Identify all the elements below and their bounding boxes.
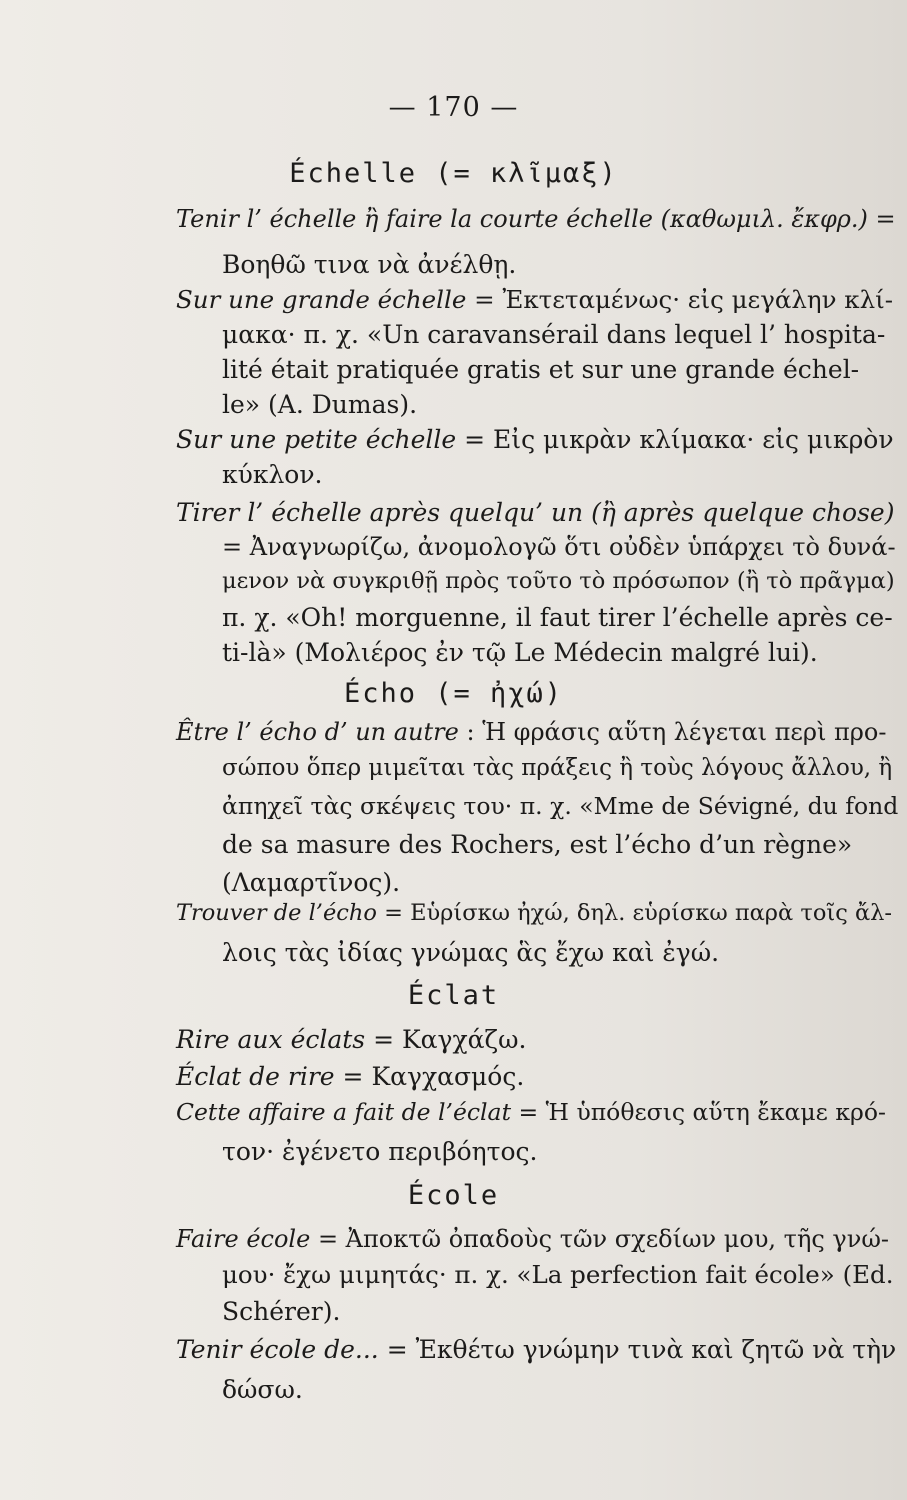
entry-text: μου· ἔχω μιμητάς· π. χ. «La perfection fait école» (Ed. (222, 1260, 894, 1289)
entry-line (222, 533, 896, 561)
entry-text: μακα· π. χ. «Un caravansérail dans lequel l’ hospita- (222, 320, 886, 349)
entry-line (222, 568, 895, 594)
entry-text: lité était pratiquée gratis et sur une grande échel- (222, 355, 860, 384)
entry-line (176, 425, 894, 454)
entry-line (176, 1025, 526, 1054)
entry-line (222, 460, 323, 489)
entry-term: Trouver de l’écho (176, 900, 377, 926)
entry-term: Rire aux éclats (176, 1025, 366, 1054)
entry-text: = Ἐκτεταμένως· εἰς μεγάλην κλί- (474, 285, 894, 314)
entry-line (222, 320, 885, 349)
entry-text: λοις τὰς ἰδίας γνώμας ἃς ἔχω καὶ ἐγώ. (222, 938, 720, 967)
entry-term: Éclat de rire (176, 1062, 335, 1091)
entry-text: δώσω. (222, 1375, 303, 1404)
entry-line (176, 285, 893, 314)
section-heading-eclat: Éclat (407, 980, 500, 1011)
entry-line (176, 1062, 524, 1091)
entry-text: π. χ. «Oh! morguenne, il faut tirer l’échelle après ce- (222, 603, 893, 632)
entry-text: = Εἰς μικρὰν κλίμακα· εἰς μικρὸν (464, 425, 894, 454)
entry-line (222, 1137, 537, 1166)
section-heading-echelle: Échelle (= κλῖμαξ) (289, 158, 618, 189)
entry-line (222, 792, 898, 820)
entry-line (222, 355, 859, 384)
entry-term: Sur une petite échelle (176, 425, 457, 454)
entry-text: ἀπηχεῖ τὰς σκέψεις του· π. χ. «Mme de Sévigné, du fond (222, 792, 899, 820)
entry-text: = Ἀναγνωρίζω, ἀνομολογῶ ὅτι οὐδὲν ὑπάρχει τὸ δυνά- (222, 533, 896, 561)
entry-line (222, 1260, 894, 1289)
entry-text: = Καγχάζω. (373, 1025, 527, 1054)
entry-term: Être l’ écho d’ un autre (176, 718, 459, 746)
entry-term: Tenir école de... (176, 1335, 379, 1364)
page-number: — 170 — (388, 92, 519, 123)
entry-text: τον· ἐγένετο περιβόητος. (222, 1137, 538, 1166)
entry-line (222, 938, 719, 967)
entry-term: Cette affaire a fait de l’éclat (176, 1098, 512, 1126)
section-heading-ecole: École (407, 1180, 500, 1211)
entry-line (222, 390, 417, 419)
entry-line (176, 1335, 896, 1364)
entry-line (222, 830, 852, 859)
entry-line (176, 498, 894, 527)
entry-line (222, 603, 893, 632)
entry-text: = Καγχασμός. (342, 1062, 525, 1091)
entry-line (176, 900, 892, 926)
entry-line (222, 1297, 340, 1326)
entry-text: de sa masure des Rochers, est l’écho d’un règne» (222, 830, 853, 859)
entry-text: Βοηθῶ τινα νὰ ἀνέλθῃ. (222, 250, 517, 279)
entry-text: = Ἐκθέτω γνώμην τινὰ καὶ ζητῶ νὰ τὴν (386, 1335, 897, 1364)
entry-line (176, 718, 886, 746)
entry-line (222, 755, 892, 781)
entry-line (176, 1225, 889, 1253)
entry-term: Faire école (176, 1225, 311, 1253)
section-heading-echo: Écho (= ἠχώ) (343, 678, 564, 709)
entry-term: Tenir l’ échelle ἢ faire la courte échelle (καθωμιλ. ἔκφρ.) = (176, 205, 896, 233)
entry-text: = Εὑρίσκω ἠχώ, δηλ. εὑρίσκω παρὰ τοῖς ἄλ- (384, 900, 892, 926)
entry-line (176, 205, 896, 233)
entry-line (222, 250, 516, 279)
entry-term: Sur une grande échelle (176, 285, 467, 314)
entry-text: = Ἡ ὑπόθεσις αὕτη ἔκαμε κρό- (518, 1098, 886, 1126)
entry-text: σώπου ὅπερ μιμεῖται τὰς πράξεις ἢ τοὺς λόγους ἄλλου, ἢ (222, 755, 893, 781)
entry-text: κύκλον. (222, 460, 323, 489)
entry-text: ti-là» (Μολιέρος ἐν τῷ Le Médecin malgré lui). (222, 638, 818, 667)
entry-text: = Ἀποκτῶ ὀπαδοὺς τῶν σχεδίων μου, τῆς γνώ- (317, 1225, 890, 1253)
entry-line (222, 1375, 303, 1404)
entry-text: : Ἡ φράσις αὕτη λέγεται περὶ προ- (466, 718, 887, 746)
entry-line (222, 868, 400, 897)
entry-text: μενον νὰ συγκριθῇ πρὸς τοῦτο τὸ πρόσωπον (ἢ τὸ πρᾶγμα) (222, 568, 895, 594)
entry-text: Schérer). (222, 1297, 341, 1326)
entry-text: (Λαμαρτῖνος). (222, 868, 401, 897)
entry-term: Tirer l’ échelle après quelqu’ un (ἢ après quelque chose) (176, 498, 895, 527)
entry-line (222, 638, 818, 667)
entry-text: le» (A. Dumas). (222, 390, 418, 419)
entry-line (176, 1098, 886, 1126)
